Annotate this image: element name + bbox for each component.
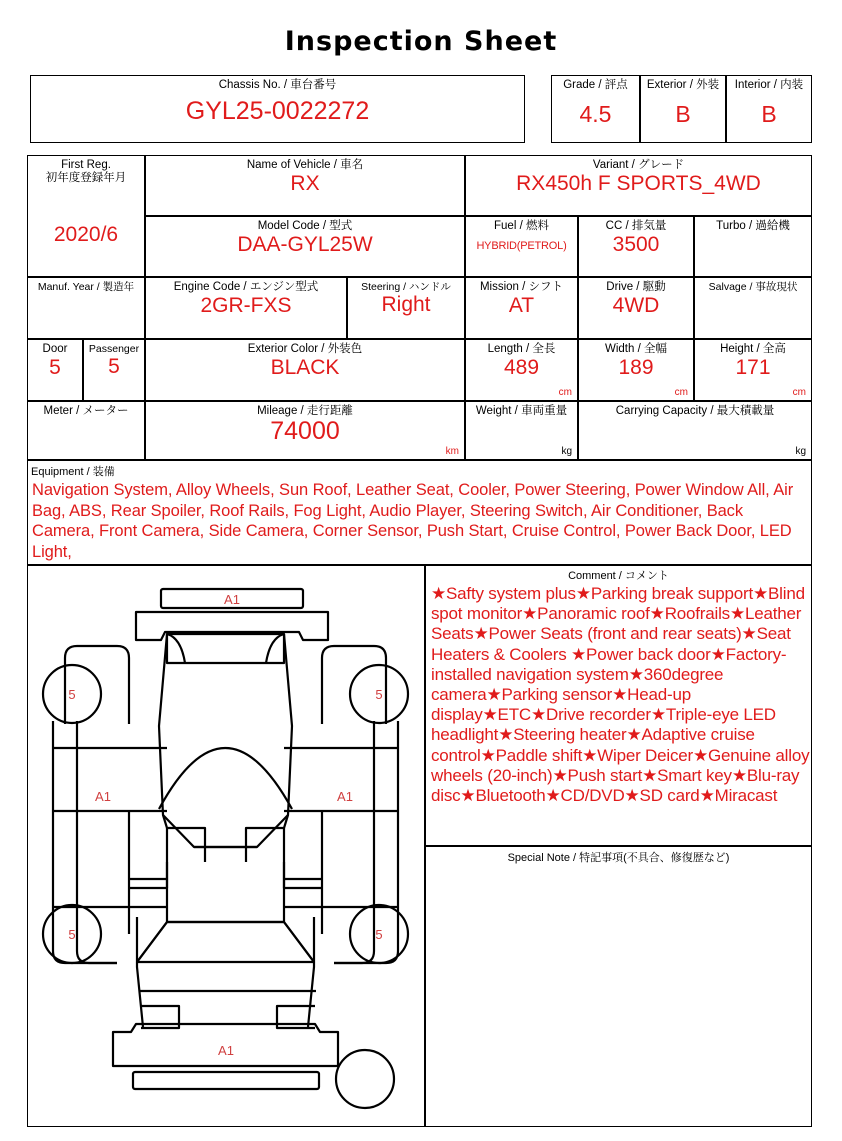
diagram-mark-front-bumper: A1 [224,592,240,607]
width-value: 189 [618,356,654,380]
equipment-header: Equipment / 装備 [31,466,115,478]
weight-header: Weight / 車両重量 [475,405,568,417]
cc-cell [578,216,694,277]
grade-cell [551,75,640,143]
weight-unit: kg [561,446,572,457]
name-of-vehicle-header: Name of Vehicle / 車名 [246,159,364,171]
special-note-panel [425,846,812,1127]
right-front-fender-inner [374,646,386,724]
salvage-header: Salvage / 事故現状 [708,281,798,293]
left-rear-fender [53,907,117,963]
page-title: Inspection Sheet [284,26,558,57]
mileage-cell [145,401,465,460]
fuel-value: HYBRID(PETROL) [476,240,567,253]
diagram-mark-rear-left-wheel: 5 [68,927,76,942]
mileage-value: 74000 [270,417,340,446]
drive-cell [578,277,694,339]
meter-header: Meter / メーター [43,405,129,417]
length-header: Length / 全長 [487,343,556,355]
variant-value: RX450h F SPORTS_4WD [516,172,761,196]
height-header: Height / 全高 [720,343,786,355]
rear-right-edge [308,962,314,1027]
carrying-capacity-cell [578,401,812,460]
exterior-color-cell [145,339,465,401]
diagram-mark-left-side-panel: A1 [95,789,111,804]
mission-value: AT [508,294,535,318]
special-note-header: Special Note / 特記事項(不具合、修復歴など) [507,852,730,864]
model-code-cell [145,216,465,277]
rear-lower-skirt-shape [133,1072,319,1089]
grade-header: Grade / 評点 [563,79,628,91]
roof-band-shape [163,815,288,847]
weight-cell [465,401,578,460]
manuf-year-cell [27,277,145,339]
height-unit: cm [792,387,806,398]
mission-header: Mission / シフト [479,281,564,293]
exterior-color-header: Exterior Color / 外装色 [247,343,363,355]
left-rear-quarter [137,862,167,962]
exterior-grade-value: B [675,101,691,128]
comment-value: ★Safty system plus★Parking break support★Blind spot monitor★Panoramic roof★Roofrails★Leather Seats★Power Seats (front and rear seats)★Seat Heaters & Coolers ★Power back door★Factory-installed navigation system★360degree camera★Parking sensor★Head-up display★ETC★Drive recorder★Triple-eye LED headlight★Steering heater★Adaptive cruise control★Paddle shift★Wiper Deicer★Genuine alloy wheels (20-inch)★Push start★Smart key★Blu-ray disc★Bluetooth★CD/DVD★SD card★Miracast [431,584,810,806]
first-reg-header-en: First Reg. [61,159,111,171]
mission-cell [465,277,578,339]
exterior-grade-cell [640,75,726,143]
grade-value: 4.5 [579,101,612,128]
door-header: Door [42,343,68,355]
chassis-no-cell [30,75,525,143]
interior-grade-value: B [761,101,777,128]
bonnet-curve-right [266,634,284,663]
chassis-no-value: GYL25-0022272 [185,97,370,126]
right-rear-fender [334,907,398,963]
interior-grade-cell [726,75,812,143]
engine-code-value: 2GR-FXS [200,294,292,318]
first-reg-value: 2020/6 [53,223,119,247]
exterior-color-value: BLACK [270,356,340,380]
steering-value: Right [381,293,431,317]
fuel-header: Fuel / 燃料 [494,220,549,232]
manuf-year-header: Manuf. Year / 製造年 [37,281,135,293]
length-cell [465,339,578,401]
comment-panel [425,565,812,846]
carrying-capacity-header: Carrying Capacity / 最大積載量 [615,405,775,417]
door-cell [27,339,83,401]
rear-left-edge [137,962,143,1027]
diagram-mark-front-left-wheel: 5 [68,687,76,702]
variant-header: Variant / グレード [592,159,685,171]
diagram-mark-rear-bumper: A1 [218,1043,234,1058]
name-of-vehicle-cell [145,155,465,216]
first-reg-cell [27,155,145,277]
steering-header: Steering / ハンドル [361,281,451,293]
width-cell [578,339,694,401]
diagram-mark-front-right-wheel: 5 [375,687,383,702]
first-reg-header-jp: 初年度登録年月 [45,172,127,185]
comment-header: Comment / コメント [568,570,669,582]
height-cell [694,339,812,401]
right-rear-quarter [284,862,314,962]
height-value: 171 [735,356,771,380]
model-code-header: Model Code / 型式 [257,220,353,232]
top-summary-row [30,75,812,143]
vehicle-diagram-svg [28,566,423,1125]
chassis-no-header: Chassis No. / 車台番号 [218,79,337,91]
bonnet-curve-left [167,634,185,663]
vehicle-diagram-panel [27,565,425,1127]
name-of-vehicle-value: RX [290,172,320,196]
passenger-cell [83,339,145,401]
equipment-value: Navigation System, Alloy Wheels, Sun Roof, Leather Seat, Cooler, Power Steering, Power Window All, Air Bag, ABS, Rear Spoiler, Roof Rails, Fog Light, Audio Player, Steering Switch, Air Conditioner, Back Camera, Front Camera, Side Camera, Corner Sensor, Push Start, Cruise Control, Power Back Door, LED Light, [32,481,794,561]
width-unit: cm [674,387,688,398]
drive-value: 4WD [612,294,660,318]
cc-value: 3500 [612,233,660,257]
windscreen-shape [159,748,292,809]
equipment-panel [27,460,812,565]
salvage-cell [694,277,812,339]
fuel-cell [465,216,578,277]
length-unit: cm [558,387,572,398]
door-value: 5 [49,356,61,380]
passenger-value: 5 [108,355,120,379]
mileage-unit: km [445,446,459,457]
left-front-fender [77,646,129,724]
turbo-cell [694,216,812,277]
passenger-header: Passenger [88,343,140,355]
exterior-grade-header: Exterior / 外装 [646,79,720,91]
right-front-fender [322,646,374,724]
interior-grade-header: Interior / 内装 [734,79,804,91]
meter-cell [27,401,145,460]
model-code-value: DAA-GYL25W [237,233,373,257]
diagram-mark-rear-right-wheel: 5 [375,927,383,942]
width-header: Width / 全幅 [605,343,667,355]
diagram-mark-right-side-panel: A1 [337,789,353,804]
carrying-capacity-unit: kg [795,446,806,457]
special-note-value [426,865,811,866]
steering-cell [347,277,465,339]
length-value: 489 [503,356,540,380]
spare-wheel-shape [336,1050,394,1108]
left-front-fender-inner [65,646,77,724]
engine-code-header: Engine Code / エンジン型式 [173,281,319,293]
drive-header: Drive / 駆動 [606,281,666,293]
front-grille-shape [136,612,328,640]
engine-code-cell [145,277,347,339]
mileage-header: Mileage / 走行距離 [257,405,353,417]
rear-deck-shape [137,922,314,962]
cc-header: CC / 排気量 [605,220,667,232]
turbo-header: Turbo / 過給機 [716,220,790,232]
variant-cell [465,155,812,216]
